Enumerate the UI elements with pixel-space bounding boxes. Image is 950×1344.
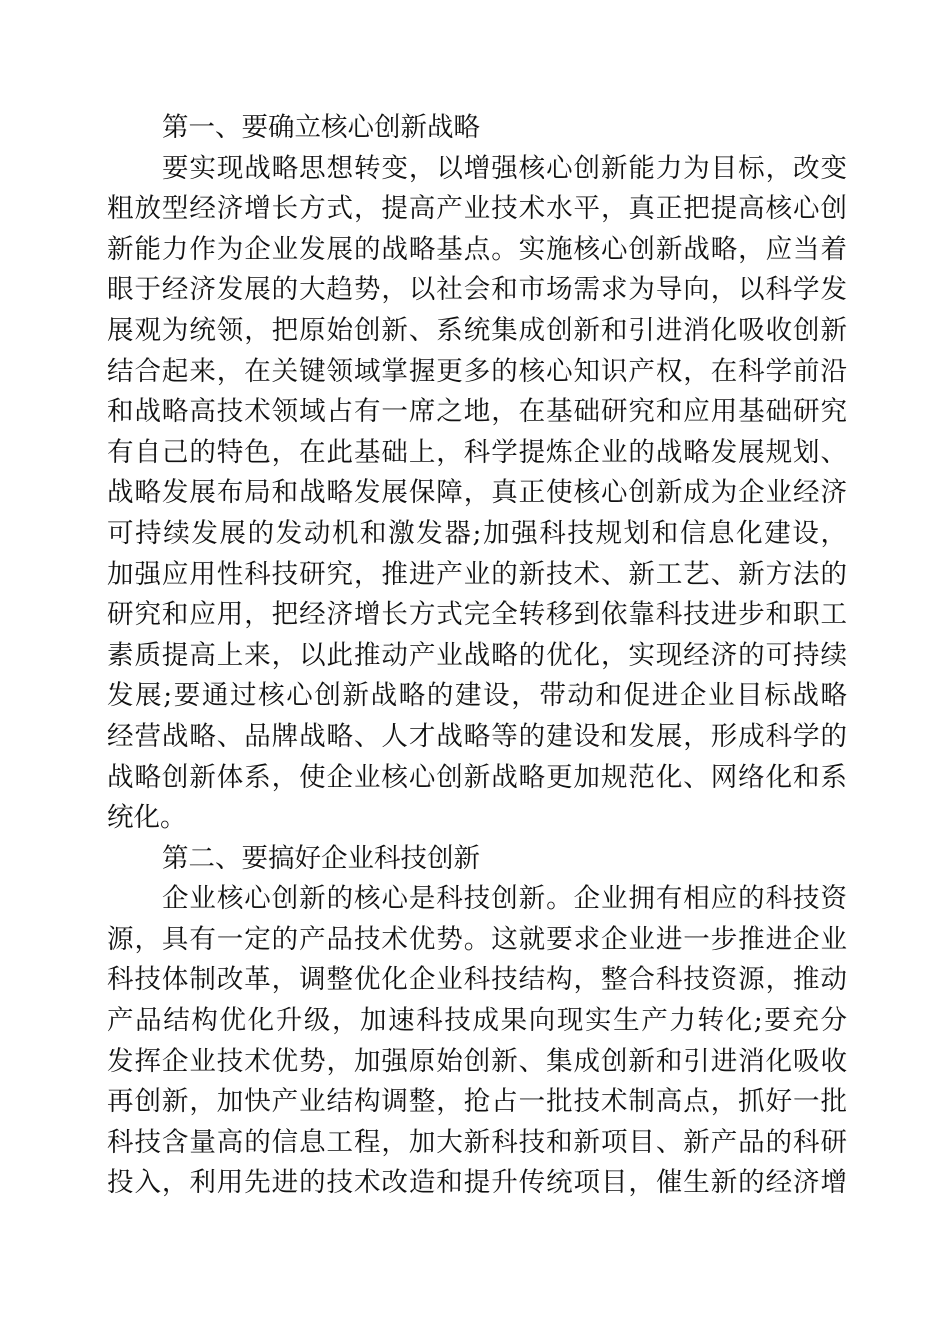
paragraph-line: 眼于经济发展的大趋势，以社会和市场需求为导向，以科学发	[107, 274, 847, 306]
paragraph-line: 粗放型经济增长方式，提高产业技术水平，真正把提高核心创	[107, 193, 847, 225]
paragraph-line: 素质提高上来，以此推动产业战略的优化，实现经济的可持续	[107, 639, 847, 671]
paragraph-line: 发展;要通过核心创新战略的建设，带动和促进企业目标战略	[107, 680, 847, 712]
paragraph-line: 结合起来，在关键领域掌握更多的核心知识产权，在科学前沿	[107, 355, 847, 387]
paragraph-line: 科技含量高的信息工程，加大新科技和新项目、新产品的科研	[107, 1126, 847, 1158]
paragraph-line: 战略创新体系，使企业核心创新战略更加规范化、网络化和系	[107, 761, 847, 793]
paragraph-line: 统化。	[107, 802, 187, 834]
paragraph-line: 要实现战略思想转变，以增强核心创新能力为目标，改变	[162, 152, 847, 184]
paragraph-line: 科技体制改革，调整优化企业科技结构，整合科技资源，推动	[107, 964, 847, 996]
paragraph-line: 经营战略、品牌战略、人才战略等的建设和发展，形成科学的	[107, 720, 847, 752]
paragraph-line: 有自己的特色，在此基础上，科学提炼企业的战略发展规划、	[107, 436, 847, 468]
paragraph-line: 研究和应用，把经济增长方式完全转移到依靠科技进步和职工	[107, 599, 847, 631]
paragraph-line: 发挥企业技术优势，加强原始创新、集成创新和引进消化吸收	[107, 1045, 847, 1077]
paragraph-line: 加强应用性科技研究，推进产业的新技术、新工艺、新方法的	[107, 558, 847, 590]
paragraph-line: 投入，利用先进的技术改造和提升传统项目，催生新的经济增	[107, 1167, 847, 1199]
paragraph-line: 产品结构优化升级，加速科技成果向现实生产力转化;要充分	[107, 1005, 847, 1037]
paragraph-line: 企业核心创新的核心是科技创新。企业拥有相应的科技资	[162, 883, 847, 915]
paragraph-line: 新能力作为企业发展的战略基点。实施核心创新战略，应当着	[107, 233, 847, 265]
paragraph-line: 可持续发展的发动机和激发器;加强科技规划和信息化建设，	[107, 517, 847, 549]
paragraph-line: 源，具有一定的产品技术优势。这就要求企业进一步推进企业	[107, 923, 847, 955]
section-heading: 第一、要确立核心创新战略	[162, 112, 480, 143]
paragraph-line: 再创新，加快产业结构调整，抢占一批技术制高点，抓好一批	[107, 1086, 847, 1118]
document-body	[107, 108, 847, 1204]
paragraph-line: 和战略高技术领域占有一席之地，在基础研究和应用基础研究	[107, 396, 847, 428]
section-heading: 第二、要搞好企业科技创新	[162, 842, 480, 874]
paragraph-line: 展观为统领，把原始创新、系统集成创新和引进消化吸收创新	[107, 314, 847, 346]
paragraph-line: 战略发展布局和战略发展保障，真正使核心创新成为企业经济	[107, 477, 847, 509]
